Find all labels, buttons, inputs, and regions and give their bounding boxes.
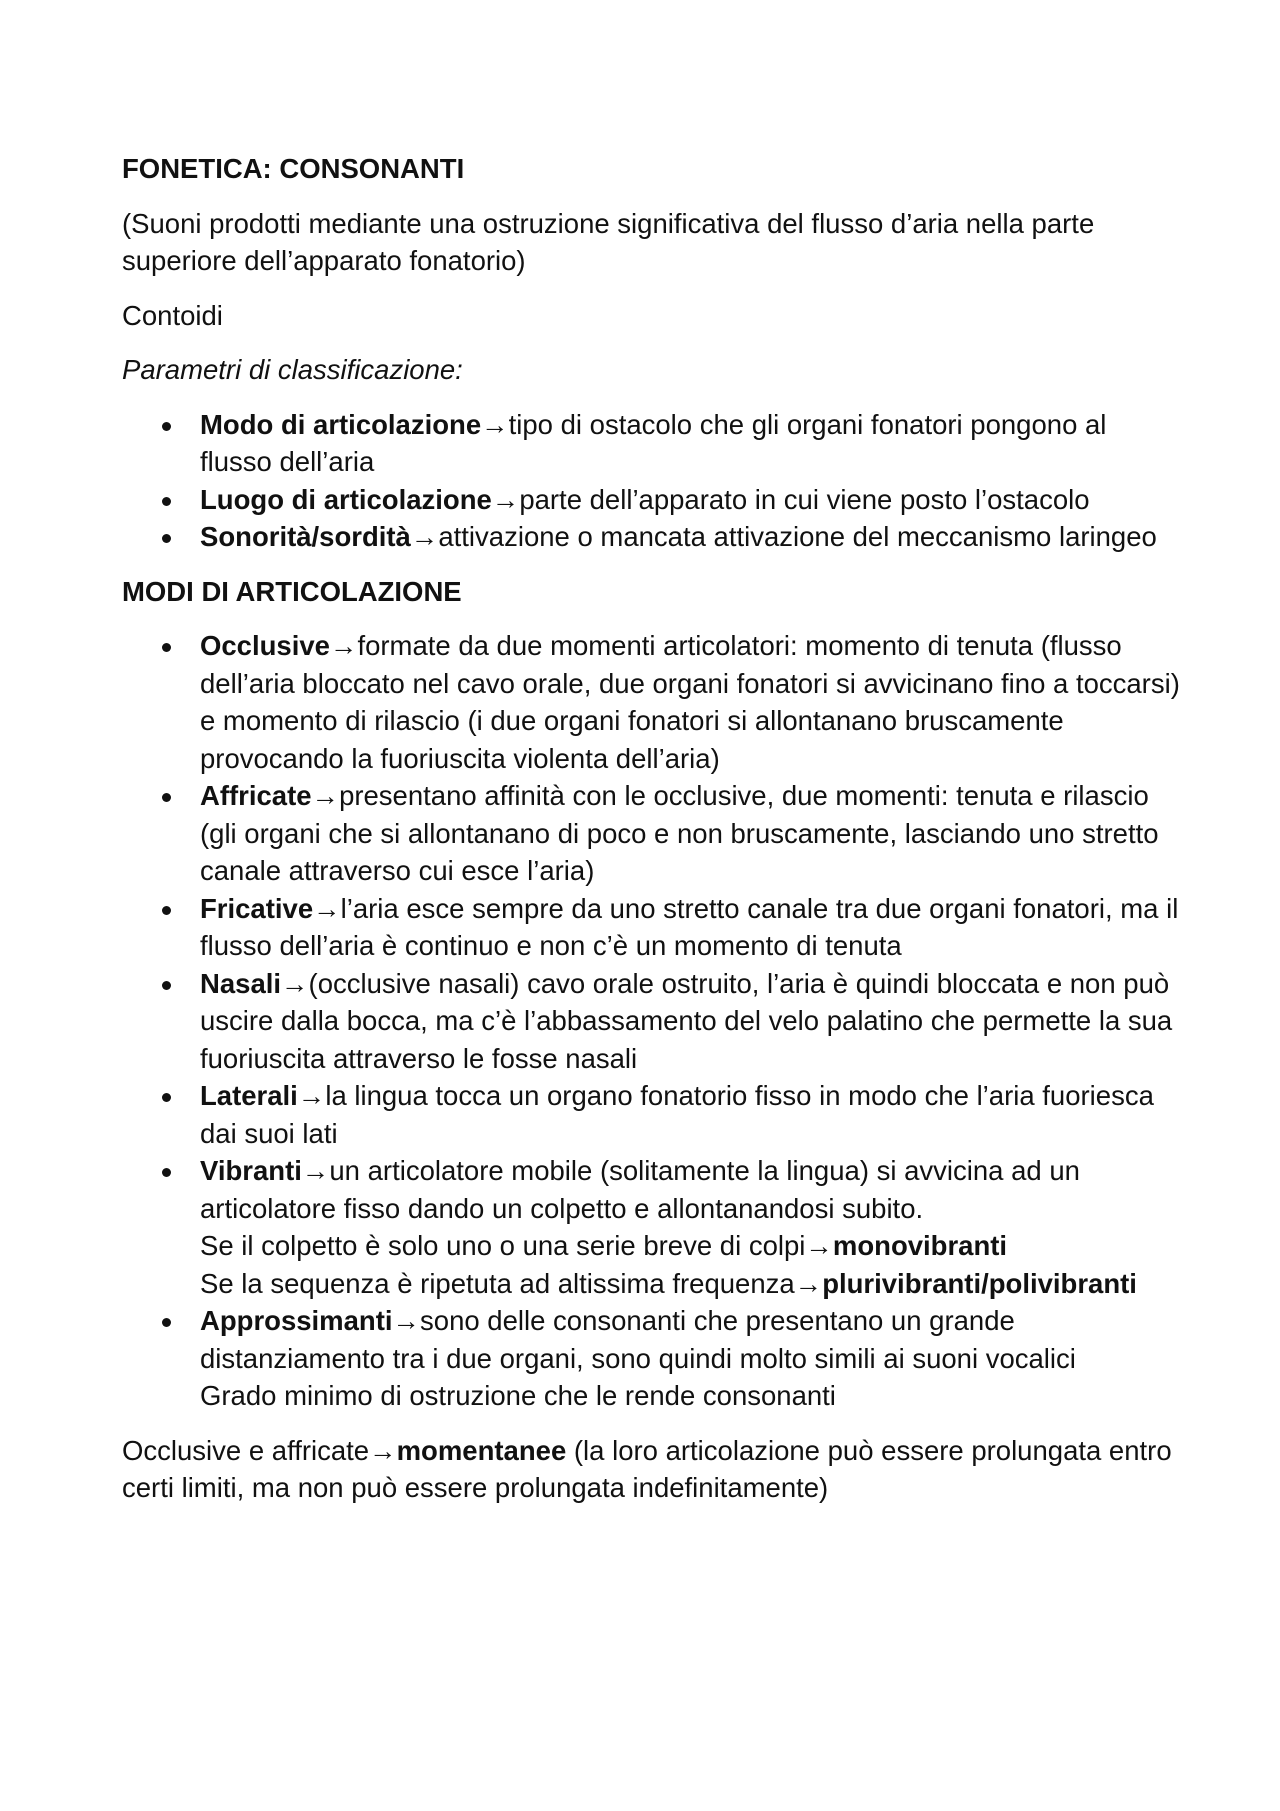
- list-item: [122, 890, 1182, 965]
- arrow-icon: →: [491, 483, 520, 515]
- arrow-icon: →: [392, 1305, 421, 1336]
- item-term: Vibranti: [200, 1155, 302, 1186]
- item-description: l’aria esce sempre da uno stretto canale tra due organi fonatori, ma il flusso dell’aria è continuo e non c’è un momento di tenuta: [200, 892, 1179, 961]
- list-item: [122, 406, 1182, 481]
- item-term: Laterali: [200, 1080, 298, 1111]
- document-page: [122, 150, 1182, 1507]
- item-term: Occlusive: [200, 630, 330, 661]
- modes-list: [122, 627, 1182, 1415]
- arrow-icon: →: [481, 408, 509, 440]
- list-item: [122, 518, 1182, 556]
- list-item: [122, 1152, 1182, 1302]
- item-term: Fricative: [200, 892, 314, 924]
- arrow-icon: →: [281, 967, 309, 999]
- item-description: presentano affinità con le occlusive, due momenti: tenuta e rilascio (gli organi che si allontanano di poco e non bruscamente, lasciando uno stretto canale attraverso cui esce l’aria): [200, 780, 1159, 886]
- bullet-icon: [162, 1168, 171, 1177]
- item-term: Luogo di articolazione: [200, 483, 492, 515]
- vibranti-line-text: Se la sequenza è ripetuta ad altissima frequenza: [200, 1267, 795, 1299]
- list-item: [122, 1077, 1182, 1152]
- arrow-icon: →: [297, 1080, 326, 1111]
- bullet-icon: [162, 422, 171, 431]
- item-term: Modo di articolazione: [200, 408, 482, 440]
- arrow-icon: →: [410, 521, 439, 552]
- arrow-icon: →: [311, 780, 340, 811]
- parameters-list: [122, 406, 1182, 556]
- list-item: [122, 627, 1182, 777]
- bullet-icon: [162, 906, 171, 915]
- item-term: Nasali: [200, 967, 282, 999]
- params-heading: Parametri di classificazione:: [122, 354, 463, 385]
- closing-suffix: (la loro articolazione può essere prolungata entro certi limiti, ma non può essere prolungata indefinitamente): [122, 1434, 1172, 1503]
- vibranti-monovibranti: monovibranti: [832, 1230, 1008, 1261]
- contoidi-label: Contoidi: [122, 299, 223, 331]
- list-item: [122, 777, 1182, 890]
- list-item: [122, 481, 1182, 519]
- bullet-icon: [162, 1093, 171, 1102]
- item-description: la lingua tocca un organo fonatorio fisso in modo che l’aria fuoriesca dai suoi lati: [200, 1080, 1154, 1149]
- item-description: sono delle consonanti che presentano un grande distanziamento tra i due organi, sono quindi molto simili ai suoni vocalici: [200, 1305, 1076, 1374]
- item-description: parte dell’apparato in cui viene posto l’ostacolo: [519, 483, 1090, 515]
- arrow-icon: →: [329, 630, 358, 661]
- bullet-icon: [162, 497, 171, 506]
- closing-prefix: Occlusive e affricate: [122, 1434, 370, 1466]
- item-extra: Grado minimo di ostruzione che le rende consonanti: [200, 1380, 836, 1411]
- bullet-icon: [162, 534, 171, 543]
- list-item: [122, 965, 1182, 1078]
- arrow-icon: →: [313, 892, 341, 924]
- bullet-icon: [162, 981, 171, 990]
- vibranti-plurivibranti: plurivibranti/polivibranti: [822, 1267, 1137, 1299]
- document-title: FONETICA: CONSONANTI: [122, 153, 465, 184]
- bullet-icon: [162, 1318, 171, 1327]
- closing-paragraph: [122, 1432, 1182, 1507]
- item-term: Approssimanti: [200, 1305, 393, 1336]
- intro-paragraph: (Suoni prodotti mediante una ostruzione significativa del flusso d’aria nella parte superiore dell’apparato fonatorio): [122, 207, 1095, 276]
- bullet-icon: [162, 643, 171, 652]
- arrow-icon: →: [301, 1155, 330, 1186]
- vibranti-line-text: Se il colpetto è solo uno o una serie breve di colpi: [200, 1230, 806, 1261]
- item-term: Sonorità/sordità: [200, 521, 411, 552]
- bullet-icon: [162, 793, 171, 802]
- item-description: (occlusive nasali) cavo orale ostruito, l’aria è quindi bloccata e non può uscire dalla bocca, ma c’è l’abbassamento del velo palatino che permette la sua fuoriuscita attraverso le fosse nasali: [200, 967, 1173, 1074]
- list-item: [122, 1302, 1182, 1415]
- closing-bold: momentanee: [396, 1434, 567, 1466]
- item-description: attivazione o mancata attivazione del meccanismo laringeo: [438, 521, 1157, 552]
- arrow-icon: →: [794, 1267, 823, 1299]
- modes-heading: MODI DI ARTICOLAZIONE: [122, 575, 462, 607]
- arrow-icon: →: [805, 1230, 833, 1261]
- arrow-icon: →: [369, 1434, 397, 1466]
- item-description: formate da due momenti articolatori: momento di tenuta (flusso dell’aria bloccato nel cavo orale, due organi fonatori si avvicinano fino a toccarsi) e momento di rilascio (i due organi fonatori si allontanano bruscamente provocando la fuoriuscita violenta dell’aria): [200, 630, 1180, 774]
- item-description: un articolatore mobile (solitamente la lingua) si avvicina ad un articolatore fisso dando un colpetto e allontanandosi subito.: [200, 1155, 1080, 1224]
- item-description: tipo di ostacolo che gli organi fonatori pongono al flusso dell’aria: [200, 408, 1107, 477]
- item-term: Affricate: [200, 780, 312, 811]
